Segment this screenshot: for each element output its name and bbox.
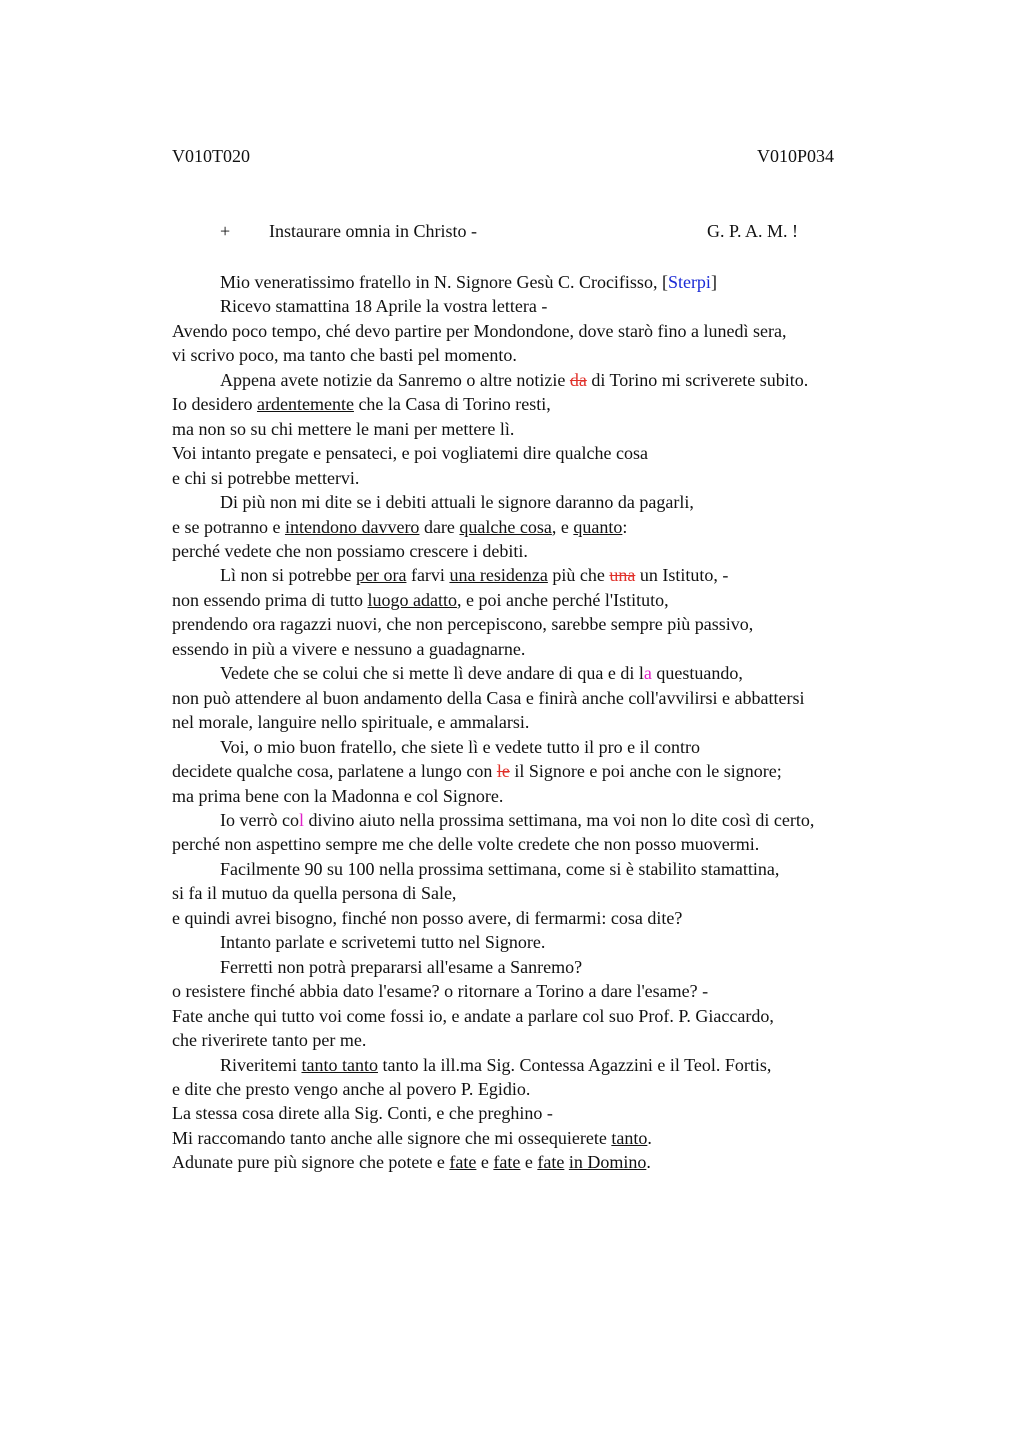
cross-symbol: + bbox=[220, 221, 231, 241]
underlined-text: qualche cosa bbox=[459, 516, 552, 537]
text-segment: si fa il mutuo da quella persona di Sale, bbox=[172, 883, 457, 904]
text-line bbox=[172, 710, 912, 734]
text-line bbox=[172, 1053, 912, 1077]
text-segment: Fate anche qui tutto voi come fossi io, e andate a parlare col suo Prof. P. Giaccardo, bbox=[172, 1005, 774, 1026]
text-segment: perché vedete che non possiamo crescere i debiti. bbox=[172, 540, 528, 561]
letter-header bbox=[0, 221, 1024, 245]
text-segment: : bbox=[622, 516, 628, 537]
text-segment: vi scrivo poco, ma tanto che basti pel momento. bbox=[172, 345, 517, 366]
text-line bbox=[172, 417, 912, 441]
letter-body bbox=[172, 270, 912, 1175]
editor-note: Sterpi bbox=[667, 272, 711, 292]
text-segment: Vedete che se colui che si mette lì deve andare di qua e di l bbox=[220, 663, 644, 684]
text-segment: o resistere finché abbia dato l'esame? o ritornare a Torino a dare l'esame? - bbox=[172, 981, 709, 1002]
underlined-text: luogo adatto bbox=[367, 589, 457, 610]
text-segment: nel morale, languire nello spirituale, e ammalarsi. bbox=[172, 712, 530, 733]
text-line bbox=[172, 930, 912, 954]
text-line bbox=[172, 1101, 912, 1125]
text-segment: che la Casa di Torino resti, bbox=[353, 394, 551, 415]
underlined-text: fate bbox=[449, 1152, 477, 1173]
text-segment: di Torino mi scriverete subito. bbox=[586, 369, 809, 390]
header-initials: G. P. A. M. ! bbox=[707, 221, 799, 241]
text-line bbox=[172, 784, 912, 808]
text-segment: più che bbox=[547, 565, 610, 586]
text-segment: . bbox=[646, 1152, 651, 1173]
text-segment: prendendo ora ragazzi nuovi, che non percepiscono, sarebbe sempre più passivo, bbox=[172, 614, 754, 635]
text-line bbox=[172, 1077, 912, 1101]
underlined-text: intendono davvero bbox=[284, 516, 420, 537]
text-line bbox=[172, 832, 912, 856]
text-segment: un Istituto, - bbox=[635, 565, 729, 586]
text-segment: Appena avete notizie da Sanremo o altre notizie bbox=[220, 369, 570, 390]
text-segment: Facilmente 90 su 100 nella prossima settimana, come si è stabilito stamattina, bbox=[220, 858, 780, 879]
text-segment: divino aiuto nella prossima settimana, ma voi non lo dite così di certo, bbox=[303, 809, 815, 830]
text-line bbox=[172, 490, 912, 514]
text-segment: dare bbox=[419, 516, 460, 537]
text-line bbox=[172, 441, 912, 465]
motto: Instaurare omnia in Christo - bbox=[269, 221, 477, 241]
text-segment: Avendo poco tempo, ché devo partire per Mondondone, dove starò fino a lunedì sera, bbox=[172, 320, 787, 341]
text-segment: perché non aspettino sempre me che delle volte credete che non posso muovermi. bbox=[172, 834, 760, 855]
text-line bbox=[172, 343, 912, 367]
underlined-text: ardentemente bbox=[256, 394, 354, 415]
document-code-right: V010P034 bbox=[757, 146, 835, 166]
text-segment: tanto la ill.ma Sig. Contessa Agazzini e il Teol. Fortis, bbox=[377, 1054, 772, 1075]
text-segment: questuando, bbox=[651, 663, 743, 684]
text-line bbox=[172, 1004, 912, 1028]
text-line bbox=[172, 563, 912, 587]
underlined-text: quanto bbox=[573, 516, 623, 537]
text-line bbox=[172, 735, 912, 759]
document-code-left: V010T020 bbox=[172, 146, 250, 166]
text-segment: Io verrò co bbox=[220, 809, 299, 830]
text-line bbox=[172, 539, 912, 563]
text-segment: ma non so su chi mettere le mani per mettere lì. bbox=[172, 418, 515, 439]
text-segment: Ricevo stamattina 18 Aprile la vostra lettera - bbox=[220, 296, 548, 317]
text-line bbox=[172, 319, 912, 343]
text-line bbox=[172, 979, 912, 1003]
text-segment: Mio veneratissimo fratello in N. Signore Gesù C. Crocifisso, [ bbox=[220, 272, 668, 292]
text-line bbox=[172, 686, 912, 710]
text-segment: Adunate pure più signore che potete e bbox=[172, 1152, 450, 1173]
struck-text: da bbox=[569, 369, 587, 390]
text-segment: Di più non mi dite se i debiti attuali le signore daranno da pagarli, bbox=[220, 492, 694, 513]
text-segment: ma prima bene con la Madonna e col Signore. bbox=[172, 785, 504, 806]
text-line bbox=[172, 270, 912, 294]
text-segment: Voi intanto pregate e pensateci, e poi vogliatemi dire qualche cosa bbox=[172, 443, 648, 464]
underlined-text: per ora bbox=[355, 565, 407, 586]
text-segment: . bbox=[647, 1127, 652, 1148]
text-line bbox=[172, 906, 912, 930]
text-segment: Io desidero bbox=[172, 394, 257, 415]
text-line bbox=[172, 294, 912, 318]
text-line bbox=[172, 808, 912, 832]
text-line bbox=[172, 392, 912, 416]
text-segment: e bbox=[520, 1152, 538, 1173]
text-segment: ] bbox=[710, 272, 717, 292]
text-segment: farvi bbox=[406, 565, 450, 586]
underlined-text: tanto bbox=[611, 1127, 648, 1148]
text-segment: e quindi avrei bisogno, finché non posso avere, di fermarmi: cosa dite? bbox=[172, 907, 683, 928]
text-line bbox=[172, 368, 912, 392]
text-line bbox=[172, 1126, 912, 1150]
text-segment: , e poi anche perché l'Istituto, bbox=[456, 589, 669, 610]
struck-text: le bbox=[496, 761, 510, 782]
text-line bbox=[172, 612, 912, 636]
underlined-text: fate bbox=[537, 1152, 565, 1173]
text-segment: Lì non si potrebbe bbox=[220, 565, 356, 586]
text-line bbox=[172, 759, 912, 783]
text-line bbox=[172, 1150, 912, 1174]
text-segment: decidete qualche cosa, parlatene a lungo con bbox=[172, 761, 497, 782]
text-segment: Riveritemi bbox=[220, 1054, 302, 1075]
text-segment: il Signore e poi anche con le signore; bbox=[509, 761, 782, 782]
text-segment: La stessa cosa direte alla Sig. Conti, e che preghino - bbox=[172, 1103, 553, 1124]
underlined-text: in Domino bbox=[568, 1152, 647, 1173]
underlined-text: una residenza bbox=[449, 565, 548, 586]
text-line bbox=[172, 661, 912, 685]
text-line bbox=[172, 466, 912, 490]
text-segment: e se potranno e bbox=[172, 516, 285, 537]
corrected-letter: l bbox=[298, 809, 304, 830]
text-segment: che riverirete tanto per me. bbox=[172, 1030, 367, 1051]
text-segment: e dite che presto vengo anche al povero P. Egidio. bbox=[172, 1078, 531, 1099]
underlined-text: fate bbox=[493, 1152, 521, 1173]
underlined-text: tanto tanto bbox=[301, 1054, 378, 1075]
text-line bbox=[172, 881, 912, 905]
text-segment: e bbox=[476, 1152, 494, 1173]
text-segment: essendo in più a vivere e nessuno a guadagnarne. bbox=[172, 638, 526, 659]
text-segment: non può attendere al buon andamento della Casa e finirà anche coll'avvilirsi e abbattersi bbox=[172, 687, 805, 708]
text-line bbox=[172, 515, 912, 539]
text-segment: e chi si potrebbe mettervi. bbox=[172, 467, 360, 488]
text-segment: Ferretti non potrà prepararsi all'esame a Sanremo? bbox=[220, 956, 583, 977]
text-segment: Intanto parlate e scrivetemi tutto nel Signore. bbox=[220, 932, 546, 953]
corrected-letter: a bbox=[643, 663, 652, 684]
text-segment: Voi, o mio buon fratello, che siete lì e vedete tutto il pro e il contro bbox=[220, 736, 701, 757]
text-line bbox=[172, 857, 912, 881]
struck-text: una bbox=[609, 565, 636, 586]
text-line bbox=[172, 637, 912, 661]
text-segment: Mi raccomando tanto anche alle signore che mi ossequierete bbox=[172, 1127, 612, 1148]
text-segment: , e bbox=[551, 516, 574, 537]
text-segment: non essendo prima di tutto bbox=[172, 589, 368, 610]
text-line bbox=[172, 588, 912, 612]
text-line bbox=[172, 955, 912, 979]
text-line bbox=[172, 1028, 912, 1052]
